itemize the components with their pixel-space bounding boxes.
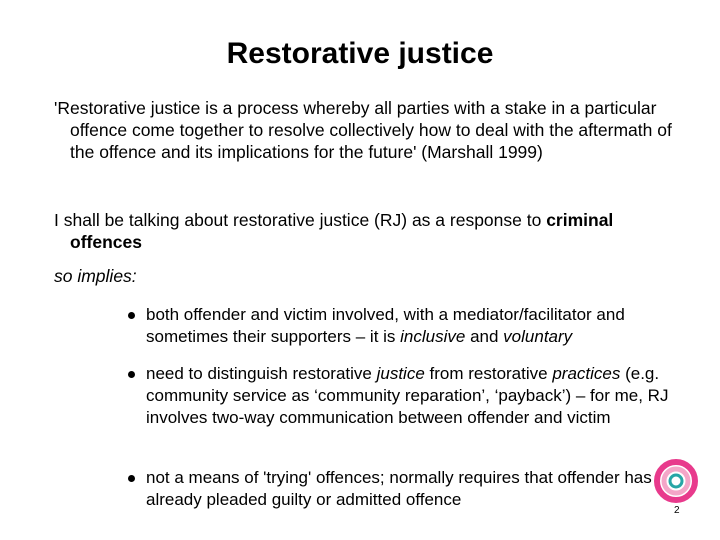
bullet1-em-voluntary: voluntary bbox=[503, 327, 573, 346]
spiral-logo-icon bbox=[654, 459, 698, 503]
bullet1-em-inclusive: inclusive bbox=[400, 327, 466, 346]
scope-paragraph bbox=[54, 209, 680, 253]
bullet2-em-justice: justice bbox=[376, 364, 425, 383]
bullet-item-inclusive bbox=[126, 304, 676, 348]
bullet-dot-icon bbox=[128, 475, 135, 482]
bullet2-text-2: from restorative bbox=[424, 364, 553, 383]
bullet-dot-icon bbox=[128, 312, 135, 319]
scope-text: I shall be talking about restorative justice (RJ) as a response to bbox=[54, 210, 547, 230]
bullet2-text-1: need to distinguish restorative bbox=[146, 364, 377, 383]
bullet-item-distinguish bbox=[126, 363, 676, 429]
definition-paragraph: 'Restorative justice is a process whereby all parties with a stake in a particular offence come together to resolve collectively how to deal with the aftermath of the offence and its implications for the future' (Marshall 1999) bbox=[54, 98, 672, 162]
page-number: 2 bbox=[674, 505, 680, 516]
scope-emphasis: criminal offences bbox=[70, 210, 614, 252]
bullet2-em-practices: practices bbox=[552, 364, 621, 383]
bullet3-text: not a means of 'trying' offences; normally requires that offender has already pleaded guilty or admitted offence bbox=[146, 468, 652, 509]
implies-heading: so implies: bbox=[54, 266, 137, 286]
bullet2-text-3: (e.g. community service as ‘community reparation’, ‘payback’) – for me, RJ involves two-way communication between offender and victim bbox=[146, 364, 669, 427]
bullet-dot-icon bbox=[128, 371, 135, 378]
slide-title: Restorative justice bbox=[226, 37, 494, 70]
bullet1-mid: and bbox=[465, 327, 504, 346]
bullet1-text: both offender and victim involved, with a mediator/facilitator and sometimes their supporters – it is bbox=[146, 305, 625, 346]
bullet-item-not-trying bbox=[126, 467, 676, 511]
